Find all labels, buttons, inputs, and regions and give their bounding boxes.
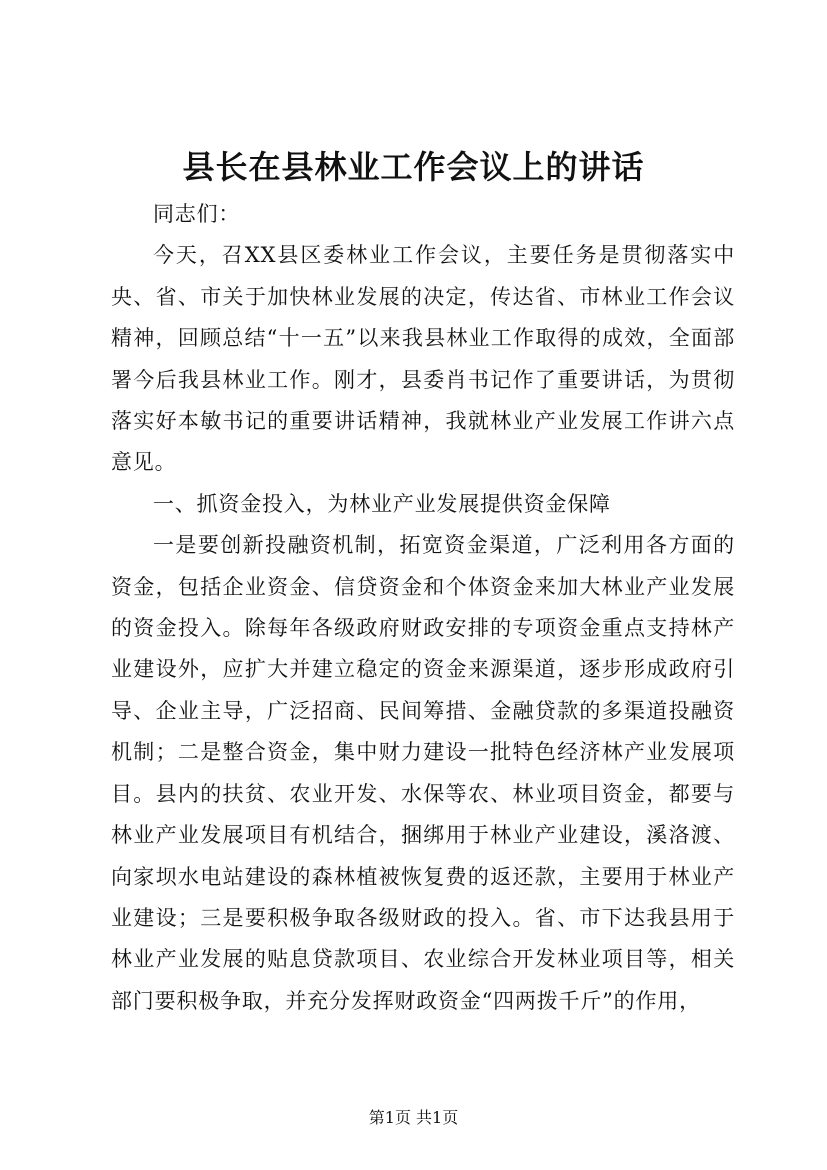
document-body [111,194,735,1022]
document-title: 县长在县林业工作会议上的讲话 [182,148,645,186]
section-paragraph: 一是要创新投融资机制，拓宽资金渠道，广泛利用各方面的资金，包括企业资金、信贷资金和个体资金来加大林业产业发展的资金投入。除每年各级政府财政安排的专项资金重点支持林产业建设外，应扩大并建立稳定的资金来源渠道，逐步形成政府引导、企业主导，广泛招商、民间筹措、金融贷款的多渠道投融资机制；二是整合资金，集中财力建设一批特色经济林产业发展项目。县内的扶贫、农业开发、水保等农、林业项目资金，都要与林业产业发展项目有机结合，捆绑用于林业产业建设，溪洛渡、向家坝水电站建设的森林植被恢复费的返还款，主要用于林业产业建设；三是要积极争取各级财政的投入。省、市下达我县用于林业产业发展的贴息贷款项目、农业综合开发林业项目等，相关部门要积极争取，并充分发挥财政资金“四两拨千斤”的作用， [111,533,735,1013]
salutation: 同志们： [153,202,241,226]
intro-paragraph: 今天，召XX县区委林业工作会议，主要任务是贯彻落实中央、省、市关于加快林业发展的决定，传达省、市林业工作会议精神，回顾总结“十一五”以来我县林业工作取得的成效，全面部署今后我县林业工作。刚才，县委肖书记作了重要讲话，为贯彻落实好本敏书记的重要讲话精神，我就林业产业发展工作讲六点意见。 [111,243,735,475]
section-heading: 一、抓资金投入，为林业产业发展提供资金保障 [153,491,611,516]
page-number-footer: 第1页 共1页 [368,1108,459,1127]
